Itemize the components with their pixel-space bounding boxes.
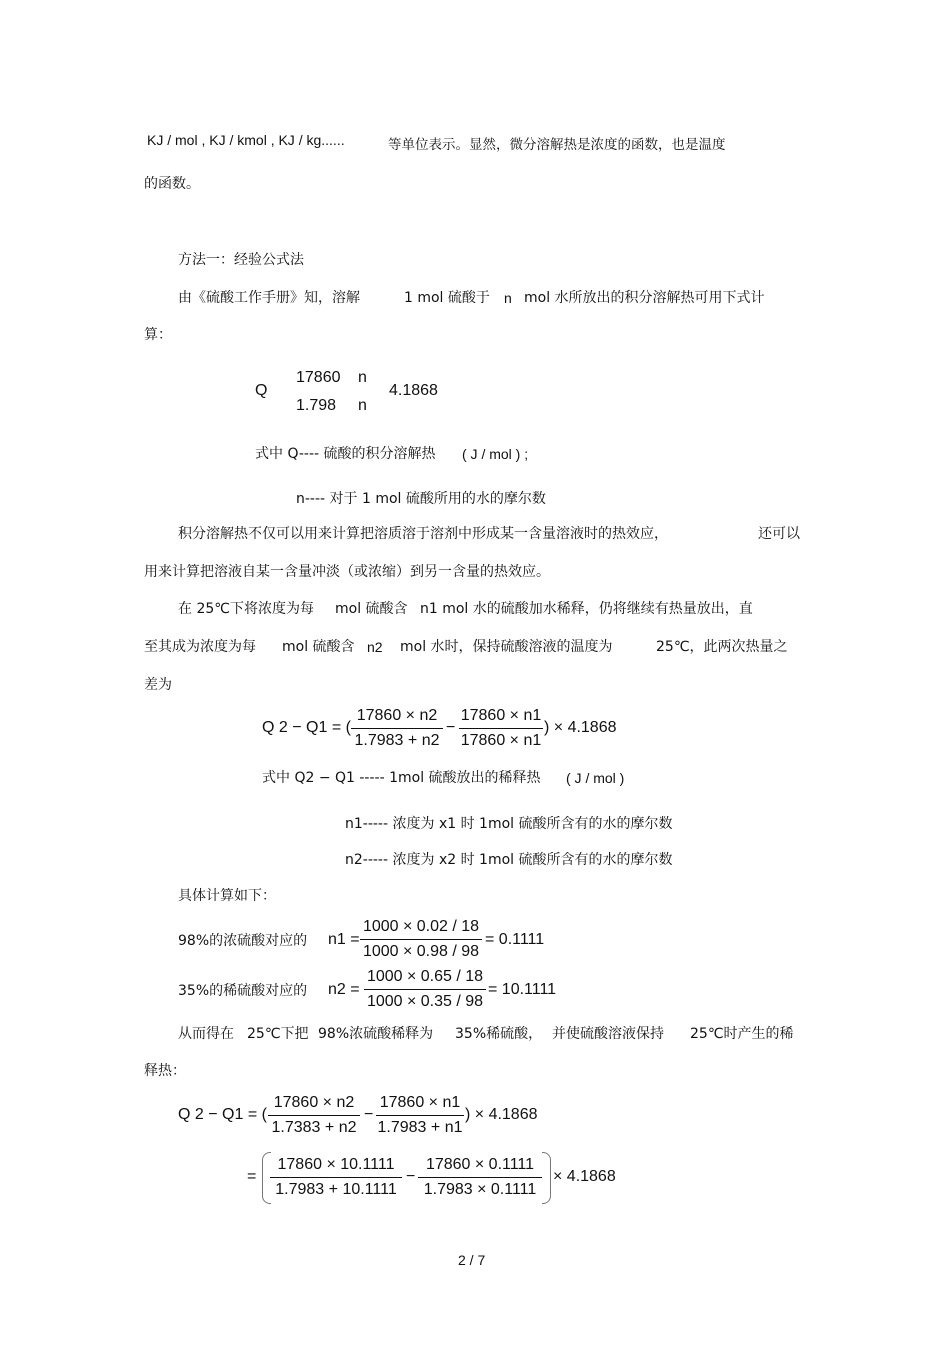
eq4-num2: 17860 × 0.1111 (425, 1156, 535, 1173)
calc-label: 98%的浓硫酸对应的 (178, 933, 308, 949)
page-number: 2 / 7 (458, 1252, 486, 1268)
eq2-den2: 17860 × n1 (460, 732, 542, 749)
fraction-bar (360, 939, 482, 940)
paragraph-line: 并使硫酸溶液保持 (552, 1026, 664, 1042)
calc2-num: 1000 × 0.65 / 18 (366, 968, 484, 985)
paragraph-line: 差为 (144, 677, 172, 693)
variable-n2: n2 (367, 639, 383, 655)
eq3-den2: 1.7983 + n1 (377, 1119, 463, 1136)
paragraph-line: 等单位表示。显然，微分溶解热是浓度的函数，也是温度 (388, 137, 726, 153)
paragraph-line: mol 水所放出的积分溶解热可用下式计 (524, 290, 765, 306)
right-paren (542, 1152, 551, 1204)
eq3-lhs: Q 2 − Q1 = ( (178, 1106, 267, 1123)
paragraph-line: 从而得在 (178, 1026, 234, 1042)
eq4-den2: 1.7983 × 0.1111 (423, 1181, 537, 1198)
eq4-tail: × 4.1868 (553, 1168, 616, 1185)
calc-label: 35%的稀硫酸对应的 (178, 983, 308, 999)
calc-var: n1 = (328, 931, 360, 948)
paragraph-line: mol 硫酸含 (335, 601, 408, 617)
eq2-tail: ) × 4.1868 (544, 719, 617, 736)
eq3-num2: 17860 × n1 (379, 1094, 461, 1111)
eq1-den: 1.798 (296, 397, 337, 414)
calc1-den: 1000 × 0.98 / 98 (362, 943, 480, 960)
paragraph-line: mol 硫酸含 (282, 639, 355, 655)
units-text: KJ / mol , KJ / kmol , KJ / kg...... (147, 132, 345, 148)
calc1-num: 1000 × 0.02 / 18 (362, 918, 480, 935)
definition-line: n1----- 浓度为 x1 时 1mol 硫酸所含有的水的摩尔数 (345, 816, 673, 832)
unit-text: ( J / mol ) (566, 770, 625, 786)
definition-line: n---- 对于 1 mol 硫酸所用的水的摩尔数 (296, 491, 546, 507)
definition-line: n2----- 浓度为 x2 时 1mol 硫酸所含有的水的摩尔数 (345, 852, 673, 868)
paragraph-line: 25℃下把 (247, 1026, 309, 1042)
paragraph-line: 在 25℃下将浓度为每 (178, 601, 314, 617)
eq1-q: Q (255, 382, 268, 399)
eq2-fraction-1 (351, 705, 443, 752)
unit-text: ( J / mol ) ; (462, 446, 529, 462)
eq3-num1: 17860 × n2 (273, 1094, 355, 1111)
fraction-bar (268, 1115, 360, 1116)
calc2-fraction (364, 966, 486, 1013)
calc1-fraction (360, 916, 482, 963)
eq3-tail: ) × 4.1868 (465, 1106, 538, 1123)
paragraph-line: 35%稀硫酸， (455, 1026, 543, 1042)
eq4-fraction-1 (270, 1154, 402, 1201)
paragraph-line: 的函数。 (144, 176, 200, 192)
section-title: 方法一：经验公式法 (178, 252, 304, 268)
fraction-bar (270, 1177, 402, 1178)
eq4-fraction-2 (418, 1154, 542, 1201)
paragraph-line: 1 mol 硫酸于 (404, 290, 490, 306)
calc-result: = 0.1111 (485, 931, 545, 948)
eq3-fraction-2 (376, 1092, 464, 1139)
eq3-den1: 1.7383 + n2 (271, 1119, 357, 1136)
paragraph-line: 98%浓硫酸稀释为 (318, 1026, 434, 1042)
fraction-bar (364, 989, 486, 990)
eq2-den1: 1.7983 + n2 (354, 732, 440, 749)
paragraph-line: 25℃时产生的稀 (690, 1026, 794, 1042)
eq2-minus: − (446, 719, 456, 736)
eq3-minus: − (364, 1106, 374, 1123)
eq3-fraction-1 (268, 1092, 360, 1139)
eq1-n-bot: n (358, 397, 367, 414)
section-title: 具体计算如下： (178, 888, 276, 904)
paragraph-line: n1 mol 水的硫酸加水稀释，仍将继续有热量放出，直 (420, 601, 753, 617)
eq2-num1: 17860 × n2 (356, 707, 438, 724)
definition-line: 式中 Q2 − Q1 ----- 1mol 硫酸放出的稀释热 (262, 770, 541, 786)
fraction-bar (351, 728, 443, 729)
eq4-minus: − (406, 1168, 416, 1185)
fraction-bar (376, 1115, 464, 1116)
paragraph-line: 算： (144, 327, 172, 343)
eq4-den1: 1.7983 + 10.1111 (275, 1181, 397, 1198)
paragraph-line: 积分溶解热不仅可以用来计算把溶质溶于溶剂中形成某一含量溶液时的热效应， (178, 526, 668, 542)
eq4-num1: 17860 × 10.1111 (277, 1156, 395, 1173)
eq2-fraction-2 (459, 705, 543, 752)
eq1-n-top: n (358, 369, 367, 386)
eq2-lhs: Q 2 − Q1 = ( (262, 719, 351, 736)
paragraph-line: 还可以 (758, 526, 800, 542)
eq4-equals: = (247, 1168, 257, 1185)
paragraph-line: 释热： (144, 1063, 186, 1079)
fraction-bar (459, 728, 543, 729)
paragraph-line: mol 水时，保持硫酸溶液的温度为 (400, 639, 613, 655)
paragraph-line: 由《硫酸工作手册》知，溶解 (178, 290, 360, 306)
calc-result: = 10.1111 (488, 981, 557, 998)
eq2-num2: 17860 × n1 (460, 707, 542, 724)
definition-line: 式中 Q---- 硫酸的积分溶解热 (255, 446, 436, 462)
paragraph-line: 25℃，此两次热量之 (656, 639, 788, 655)
paragraph-line: 至其成为浓度为每 (144, 639, 256, 655)
eq1-num: 17860 (296, 369, 341, 386)
calc-var: n2 = (328, 981, 360, 998)
paragraph-line: 用来计算把溶液自某一含量冲淡（或浓缩）到另一含量的热效应。 (144, 564, 550, 580)
eq1-factor: 4.1868 (389, 382, 438, 399)
calc2-den: 1000 × 0.35 / 98 (366, 993, 484, 1010)
fraction-bar (418, 1177, 542, 1178)
variable-n: n (504, 290, 512, 306)
